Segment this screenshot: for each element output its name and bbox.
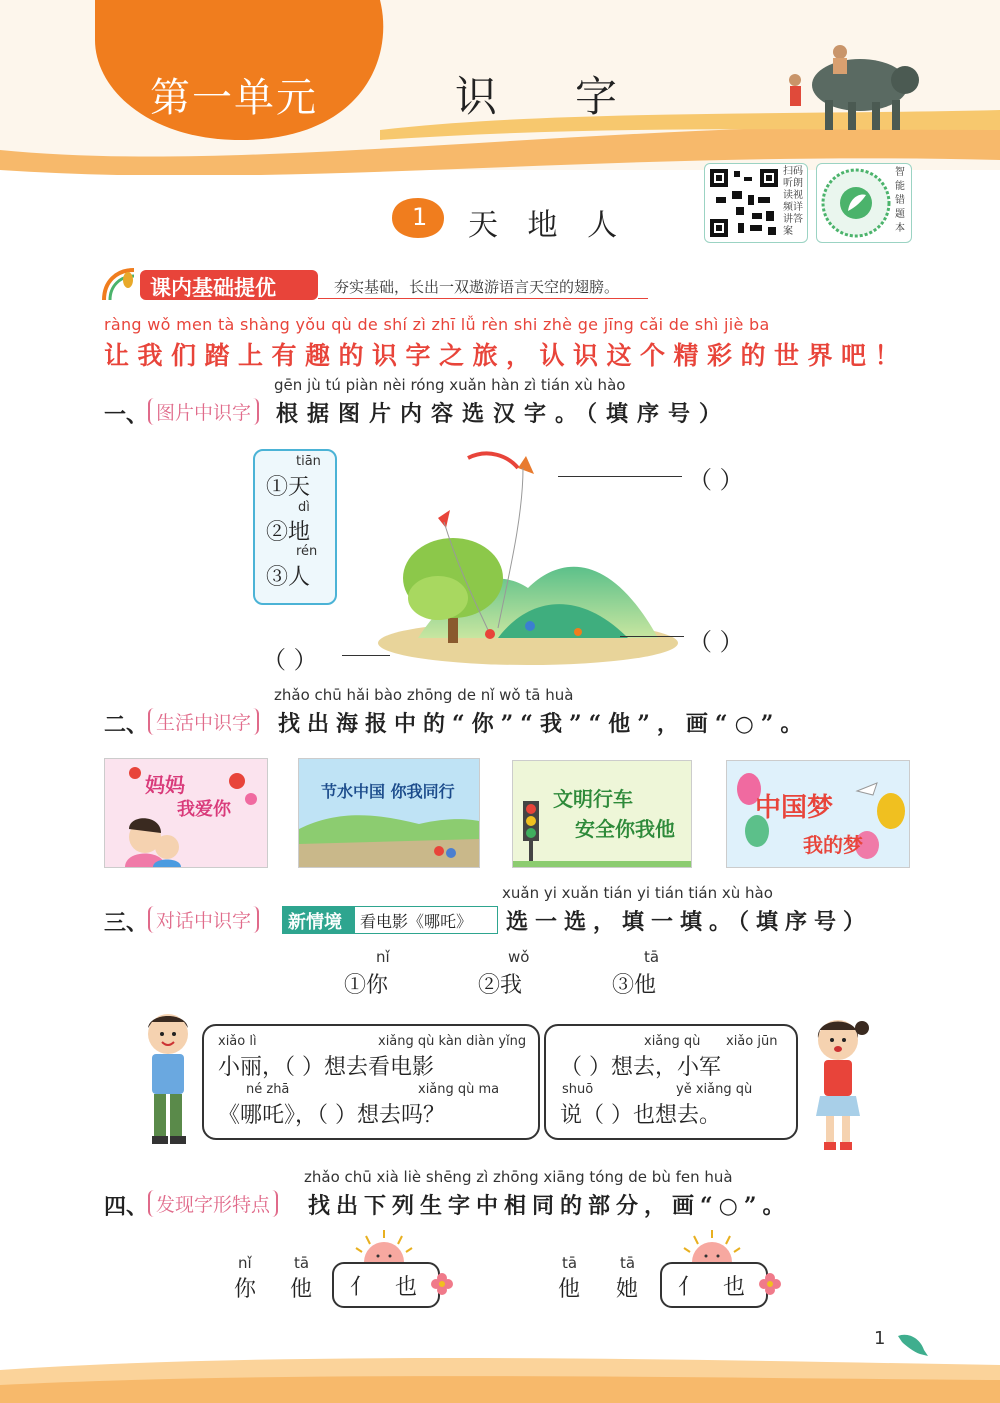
intro-text: 让我们踏上有趣的识字之旅，认识这个精彩的世界吧！ — [104, 341, 909, 370]
poster-2 — [298, 758, 480, 868]
poster-3-line-1: 文明行车 — [553, 787, 633, 811]
poster-3 — [512, 760, 692, 868]
qr-caption: 扫码听朗读视频详讲答案 — [783, 166, 803, 237]
q4-tag: 发现字形特点 — [148, 1190, 278, 1217]
q2-pinyin: zhǎo chū hǎi bào zhōng de nǐ wǒ tā huà — [274, 686, 574, 704]
poster-1-line-1: 妈妈 — [145, 773, 185, 797]
q4-group-2-pinyin-1: tā — [562, 1254, 578, 1272]
dolphin-icon — [894, 1326, 930, 1362]
q3-instruction: 选一选，填一填。（填序号） — [506, 909, 873, 935]
app-code-box[interactable] — [816, 163, 912, 243]
left-bubble-line-1[interactable]: 小丽，（ ）想去看电影 — [218, 1055, 434, 1080]
q1-pinyin: gēn jù tú piàn nèi róng xuǎn hàn zì tián xù hào — [274, 376, 626, 394]
right-bubble-line-1[interactable]: （ ）想去，小军 — [560, 1055, 721, 1080]
q1-blank-person[interactable]: （ ） — [262, 646, 318, 674]
banner-underline — [318, 298, 648, 299]
poster-2-line-1: 节水中国 你我同行 — [321, 782, 455, 801]
q3-choice-2-pinyin: wǒ — [508, 948, 530, 966]
poster-3-line-2: 安全你我他 — [575, 817, 675, 841]
qr-code-box[interactable] — [704, 163, 808, 243]
right-bubble-pinyin-1b: xiǎo jūn — [726, 1034, 778, 1049]
lesson-number: 1 — [412, 203, 428, 231]
q1-option-2-pinyin: dì — [298, 500, 310, 515]
q3-choice-3: ③他 — [612, 973, 657, 998]
left-bubble-pinyin-2a: né zhā — [246, 1082, 290, 1097]
q4-group-1-char-1: 你 — [234, 1277, 257, 1302]
q4-group-2-char-1: 他 — [558, 1277, 581, 1302]
q1-tag: 图片中识字 — [148, 398, 259, 425]
app-caption: 智能错题本 — [895, 167, 905, 234]
q4-group-1-pinyin-1: nǐ — [238, 1254, 252, 1272]
lesson-title: 天 地 人 — [468, 208, 628, 243]
poster-1-line-2: 我爱你 — [177, 799, 231, 820]
girl-illustration — [806, 1016, 872, 1152]
footer-decoration — [0, 1340, 1000, 1403]
q3-choice-1-pinyin: nǐ — [376, 948, 390, 966]
right-bubble-pinyin-2b: yě xiǎng qù — [676, 1082, 753, 1097]
q2-tag: 生活中识字 — [148, 708, 259, 735]
flower-icon — [756, 1270, 784, 1298]
q4-instruction: 找出下列生字中相同的部分，画“○”。 — [308, 1193, 791, 1219]
q1-line-earth — [620, 636, 684, 637]
q1-blank-earth[interactable]: （ ） — [688, 628, 744, 656]
q4-group-2-char-2: 她 — [616, 1277, 639, 1302]
q1-line-sky — [558, 476, 682, 477]
page-number: 1 — [874, 1328, 886, 1349]
q3-choice-1: ①你 — [344, 973, 389, 998]
poster-4-line-1: 中国梦 — [755, 793, 834, 823]
q2-instruction: 找出海报中的“你”“我”“他”，画“○”。 — [278, 711, 810, 737]
left-bubble-pinyin-1b: xiǎng qù kàn diàn yǐng — [378, 1034, 527, 1049]
app-code-icon — [820, 167, 892, 239]
q1-line-person — [342, 655, 390, 656]
banner-label: 课内基础提优 — [150, 276, 276, 300]
left-bubble-pinyin-2b: xiǎng qù ma — [418, 1082, 500, 1097]
q3-choice-3-pinyin: tā — [644, 948, 660, 966]
banner-slogan: 夯实基础，长出一双遨游语言天空的翅膀。 — [334, 278, 620, 296]
q4-pinyin: zhǎo chū xià liè shēng zì zhōng xiāng tóng de bù fen huà — [304, 1168, 733, 1186]
q1-option-2: ②地 — [266, 520, 311, 545]
q4-number: 四、 — [104, 1194, 149, 1220]
q1-blank-sky[interactable]: （ ） — [688, 466, 744, 494]
unit-title-char-1: 识 — [455, 72, 498, 121]
right-bubble-pinyin-1a: xiǎng qù — [644, 1034, 701, 1049]
intro-pinyin: ràng wǒ men tà shàng yǒu qù de shí zì zhī lǚ rèn shi zhè ge jīng cǎi de shì jiè ba — [104, 315, 770, 334]
q1-option-3: ③人 — [266, 565, 311, 590]
q1-instruction: 根据图片内容选汉字。（填序号） — [276, 401, 731, 427]
q4-group-1-parts[interactable]: 亻 也 — [350, 1275, 425, 1300]
q3-choice-2: ②我 — [478, 973, 523, 998]
q4-group-1-pinyin-2: tā — [294, 1254, 310, 1272]
unit-title-char-2: 字 — [575, 72, 618, 121]
q4-group-2-pinyin-2: tā — [620, 1254, 636, 1272]
q2-number: 二、 — [104, 712, 149, 738]
q1-number: 一、 — [104, 402, 149, 428]
qr-code-icon — [708, 167, 780, 239]
poster-4-line-2: 我的梦 — [803, 833, 863, 857]
q3-number: 三、 — [104, 910, 149, 936]
sun-icon — [680, 1228, 744, 1264]
left-bubble-pinyin-1a: xiǎo lì — [218, 1034, 257, 1049]
boy-illustration — [138, 1010, 198, 1150]
q1-option-1: ①天 — [266, 475, 311, 500]
q3-tag: 对话中识字 — [148, 906, 259, 933]
right-bubble-line-2[interactable]: 说（ ）也想去。 — [560, 1103, 721, 1128]
unit-label: 第一单元 — [150, 75, 318, 121]
flower-icon — [428, 1270, 456, 1298]
poster-4 — [726, 760, 910, 868]
right-bubble-pinyin-2a: shuō — [562, 1082, 594, 1097]
poster-1 — [104, 758, 268, 868]
left-bubble-line-2[interactable]: 《哪吒》，（ ）想去吗？ — [218, 1103, 445, 1128]
q4-group-2-parts[interactable]: 亻 也 — [678, 1275, 753, 1300]
q3-badge: 新情境 — [288, 912, 342, 933]
q4-group-1-char-2: 他 — [290, 1277, 313, 1302]
q3-context: 看电影《哪吒》 — [360, 912, 473, 931]
q1-option-3-pinyin: rén — [296, 544, 318, 559]
q3-pinyin: xuǎn yi xuǎn tián yi tián tián xù hào — [502, 884, 773, 902]
sun-icon — [352, 1228, 416, 1264]
poster-2-illustration — [299, 759, 479, 867]
q1-option-1-pinyin: tiān — [296, 454, 321, 469]
